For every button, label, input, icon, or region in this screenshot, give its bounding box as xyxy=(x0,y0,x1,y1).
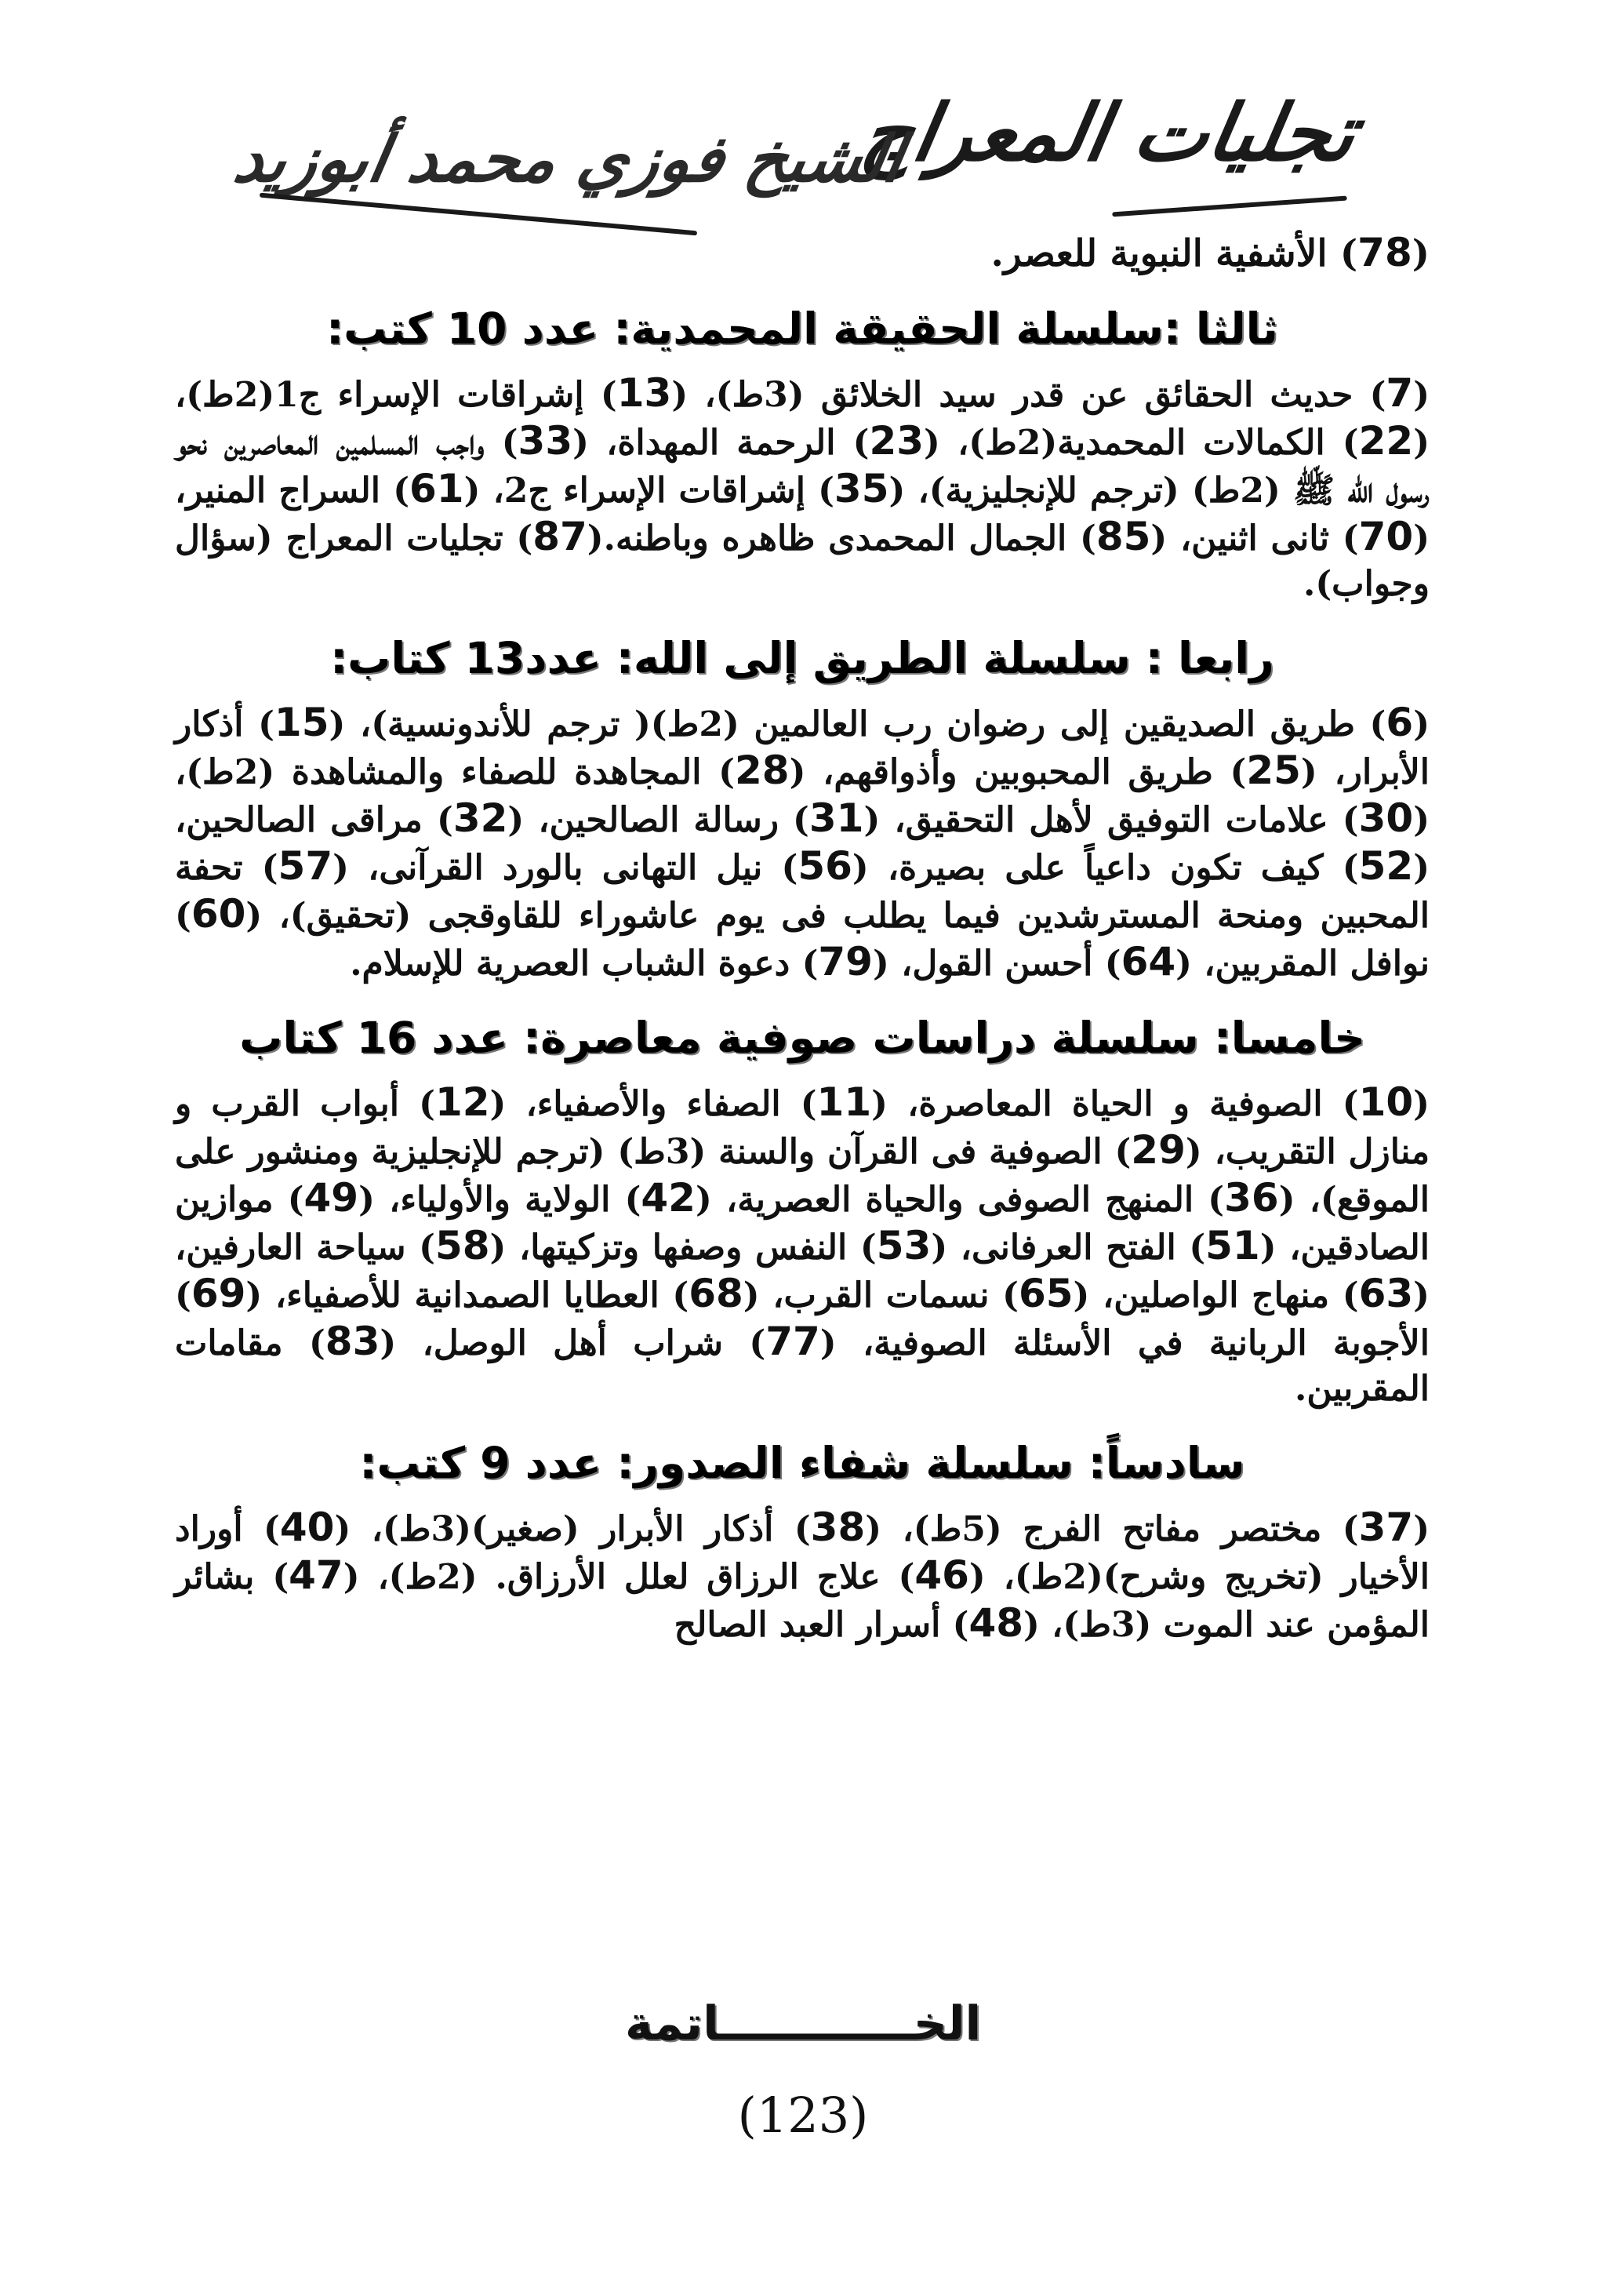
book-entry: (53) النفس وصفها وتزكيتها، xyxy=(506,1223,948,1268)
author-name-logo: الشيخ فوزي محمد أبوزيد xyxy=(228,122,909,197)
book-title: إشراقات الإسراء ج1(2ط)، xyxy=(175,375,584,415)
book-title: مقامات المقربين. xyxy=(175,1323,1430,1409)
book-entry: (64) أحسن القول، xyxy=(888,939,1192,984)
series-heading: رابعا : سلسلة الطريق إلى الله: عدد13 كتاب: xyxy=(330,633,1274,683)
book-title: الفتح العرفانى، xyxy=(947,1228,1176,1268)
series-heading: ثالثا :سلسلة الحقيقة المحمدية: عدد 10 كتب: xyxy=(326,304,1278,354)
book-number: 83 xyxy=(325,1319,380,1364)
book-title: تحفة المحبين ومنحة المسترشدين فيما يطلب فى يوم عاشوراء للقاوقجى (تحقيق)، xyxy=(175,848,1430,936)
book-number: 65 xyxy=(1018,1271,1074,1316)
book-title-logo: تجليات المعراج xyxy=(855,86,1364,179)
book-entry: (32) مراقى الصالحين، xyxy=(175,795,525,841)
book-entry: (57) تحفة المحبين ومنحة المسترشدين فيما يطلب فى يوم عاشوراء للقاوقجى (تحقيق)، xyxy=(175,843,1430,936)
book-number: 11 xyxy=(816,1079,872,1125)
book-title: نسمات القرب، xyxy=(759,1275,990,1315)
book-entry: (40) أوراد الأخيار (تخريج وشرح)(2ط)، xyxy=(175,1505,1430,1597)
book-entry: (61) السراج المنير، xyxy=(175,466,481,511)
book-entry: (10) الصوفية و الحياة المعاصرة، xyxy=(887,1079,1430,1125)
book-number: 68 xyxy=(689,1271,743,1316)
book-title: سياحة العارفين، xyxy=(175,1228,406,1268)
book-entry: (35) إشراقات الإسراء ج2، xyxy=(480,466,906,511)
book-title: واجب المسلمين المعاصرين نحو رسول الله ﷺ (2ط) (ترجم للإنجليزية)، xyxy=(175,423,1430,511)
book-entry: (77) شراب أهل الوصل، xyxy=(396,1319,837,1364)
book-number: 49 xyxy=(303,1175,359,1221)
book-number: 85 xyxy=(1095,514,1151,559)
book-number: 52 xyxy=(1358,843,1414,889)
book-title: علاج الرزاق لعلل الأرزاق. (2ط)، xyxy=(359,1557,881,1597)
book-entry: (38) أذكار الأبرار (صغير)(3ط)، xyxy=(351,1505,882,1550)
book-number: 7 xyxy=(1386,370,1414,416)
book-title: الكمالات المحمدية(2ط)، xyxy=(939,423,1325,463)
book-entry: (65) نسمات القرب، xyxy=(759,1271,1090,1316)
book-entry: (63) منهاج الواصلين، xyxy=(1089,1271,1430,1316)
book-number: 47 xyxy=(289,1552,343,1598)
book-entry: (13) إشراقات الإسراء ج1(2ط)، xyxy=(175,370,689,416)
book-title: طريق الصديقين إلى رضوان رب العالمين (2ط)( ترجم للأندونسية)، xyxy=(345,704,1355,744)
book-number: 53 xyxy=(876,1223,932,1268)
book-title: أحسن القول، xyxy=(888,944,1093,984)
book-entry: (33) واجب المسلمين المعاصرين نحو رسول الله ﷺ (2ط) (ترجم للإنجليزية)، xyxy=(175,418,1430,511)
book-number: 46 xyxy=(914,1552,969,1598)
book-number: 60 xyxy=(191,891,246,937)
book-number: 79 xyxy=(818,939,873,984)
book-title: الصوفية فى القرآن والسنة (3ط) (ترجم للإنجليزية ومنشور على الموقع)، xyxy=(175,1132,1430,1220)
book-number: 87 xyxy=(532,514,587,559)
book-entry: (51) الفتح العرفانى، xyxy=(947,1223,1277,1268)
lead-line: (78) الأشفية النبوية للعصر. xyxy=(990,230,1430,275)
book-number: 56 xyxy=(798,843,852,889)
book-number: 51 xyxy=(1205,1223,1260,1268)
book-entry: (22) الكمالات المحمدية(2ط)، xyxy=(939,418,1430,464)
book-entry: (83) مقامات المقربين. xyxy=(175,1319,1430,1409)
book-title: العطايا الصمدانية للأصفياء، xyxy=(262,1275,659,1315)
book-entry: (25) طريق المحبوبين وأذواقهم، xyxy=(805,748,1317,793)
book-number: 30 xyxy=(1358,795,1414,841)
book-title: دعوة الشباب العصرية للإسلام. xyxy=(350,944,790,984)
book-number: 23 xyxy=(869,418,925,464)
book-entry: (28) المجاهدة للصفاء والمشاهدة (2ط)، xyxy=(175,748,806,793)
book-title: مختصر مفاتح الفرج (5ط)، xyxy=(881,1509,1322,1549)
book-entry: (7) حديث الحقائق عن قدر سيد الخلائق (3ط)، xyxy=(688,370,1430,416)
book-number: 13 xyxy=(616,370,672,416)
book-number: 57 xyxy=(278,843,333,889)
book-title: السراج المنير، xyxy=(175,471,381,511)
book-entry: (46) علاج الرزاق لعلل الأرزاق. (2ط)، xyxy=(359,1552,986,1598)
series-book-list xyxy=(175,1505,1430,1648)
book-number: 33 xyxy=(518,418,573,464)
book-title: شراب أهل الوصل، xyxy=(396,1323,724,1363)
book-entry: (58) سياحة العارفين، xyxy=(175,1223,507,1268)
book-number: 40 xyxy=(279,1505,335,1550)
book-title: الولاية والأولياء، xyxy=(374,1180,611,1220)
book-number: 10 xyxy=(1358,1079,1414,1125)
book-series-list xyxy=(175,298,1430,1648)
book-entry: (52) كيف تكون داعياً على بصيرة، xyxy=(868,843,1430,889)
book-title: أذكار الأبرار، xyxy=(175,704,1430,792)
book-title: الجمال المحمدى ظاهره وباطنه. xyxy=(603,519,1067,559)
book-entry: (87) تجليات المعراج (سؤال وجواب). xyxy=(175,514,1430,604)
book-title: أوراد الأخيار (تخريج وشرح)(2ط)، xyxy=(175,1509,1430,1597)
book-number: 63 xyxy=(1358,1271,1414,1316)
book-entry: (47) بشائر المؤمن عند الموت (3ط)، xyxy=(175,1552,1430,1645)
book-number: 38 xyxy=(810,1505,866,1550)
book-entry: (6) طريق الصديقين إلى رضوان رب العالمين (2ط)( ترجم للأندونسية)، xyxy=(345,700,1430,745)
book-entry: (70) ثانى اثنين، xyxy=(1167,514,1430,559)
book-title: علامات التوفيق لأهل التحقيق، xyxy=(880,800,1328,840)
book-number: 15 xyxy=(274,700,329,745)
book-number: 32 xyxy=(452,795,508,841)
page-header xyxy=(228,86,1364,243)
book-title: طريق المحبوبين وأذواقهم، xyxy=(805,752,1213,792)
book-number: 70 xyxy=(1358,514,1414,559)
book-number: 12 xyxy=(434,1079,490,1125)
book-title: حديث الحقائق عن قدر سيد الخلائق (3ط)، xyxy=(688,375,1353,415)
book-title: المنهج الصوفى والحياة العصرية، xyxy=(711,1180,1194,1220)
book-title: بشائر المؤمن عند الموت (3ط)، xyxy=(175,1557,1430,1645)
book-title: نوافل المقربين، xyxy=(1191,944,1430,984)
book-entry: (23) الرحمة المهداة، xyxy=(588,418,940,464)
book-title: الصفاء والأصفياء، xyxy=(506,1084,781,1124)
book-entry: (60) نوافل المقربين، xyxy=(175,891,1430,984)
book-number: 61 xyxy=(409,466,464,511)
book-entry: (42) الولاية والأولياء، xyxy=(374,1175,712,1221)
book-title: الأشفية النبوية للعصر. xyxy=(990,232,1328,275)
book-entry: (85) الجمال المحمدى ظاهره وباطنه. xyxy=(603,514,1168,559)
book-entry: (37) مختصر مفاتح الفرج (5ط)، xyxy=(881,1505,1430,1550)
book-number: 6 xyxy=(1386,700,1414,745)
book-title: نيل التهانى بالورد القرآنى، xyxy=(348,848,763,888)
book-number: 28 xyxy=(735,748,790,793)
book-title: أبواب القرب و منازل التقريب، xyxy=(175,1084,1430,1172)
book-number: 42 xyxy=(641,1175,696,1221)
book-entry: (30) علامات التوفيق لأهل التحقيق، xyxy=(880,795,1430,841)
book-number: 78 xyxy=(1357,230,1412,275)
page-body xyxy=(175,229,1430,1668)
series-book-list xyxy=(175,700,1430,987)
book-number: 64 xyxy=(1121,939,1176,984)
book-number: 69 xyxy=(191,1271,246,1316)
book-title: أسرار العبد الصالح xyxy=(674,1605,941,1645)
book-title-swash xyxy=(1112,196,1347,217)
book-title: الأجوبة الربانية في الأسئلة الصوفية، xyxy=(836,1323,1430,1363)
book-title: المجاهدة للصفاء والمشاهدة (2ط)، xyxy=(175,752,702,792)
closing-heading: الخــــــــــــاتمة xyxy=(624,1996,982,2051)
page-number: (123) xyxy=(737,2087,869,2144)
book-number: 58 xyxy=(434,1223,490,1268)
series-heading: سادساً: سلسلة شفاء الصدور: عدد 9 كتب: xyxy=(359,1438,1245,1488)
book-number: 29 xyxy=(1131,1127,1186,1173)
book-number: 37 xyxy=(1358,1505,1414,1550)
book-entry: (12) أبواب القرب و منازل التقريب، xyxy=(175,1079,1430,1172)
book-entry: (31) رسالة الصالحين، xyxy=(524,795,881,841)
book-title: أذكار الأبرار (صغير)(3ط)، xyxy=(351,1509,774,1549)
book-title: الصوفية و الحياة المعاصرة، xyxy=(887,1084,1323,1124)
book-number: 35 xyxy=(834,466,889,511)
book-entry: (48) أسرار العبد الصالح xyxy=(674,1600,1040,1646)
book-title: منهاج الواصلين، xyxy=(1089,1275,1330,1315)
book-number: 31 xyxy=(808,795,864,841)
book-title: رسالة الصالحين، xyxy=(524,800,779,840)
series-book-list xyxy=(175,370,1430,607)
book-title: تجليات المعراج (سؤال وجواب). xyxy=(175,519,1430,604)
series-heading: خامسا: سلسلة دراسات صوفية معاصرة: عدد 16 كتاب xyxy=(239,1013,1365,1063)
book-entry: (36) المنهج الصوفى والحياة العصرية، xyxy=(711,1175,1295,1221)
book-entry: (69) الأجوبة الربانية في الأسئلة الصوفية، xyxy=(175,1271,1430,1363)
book-entry: (15) أذكار الأبرار، xyxy=(175,700,1430,792)
book-number: 36 xyxy=(1224,1175,1279,1221)
book-title: موازين الصادقين، xyxy=(175,1180,1430,1268)
book-title: إشراقات الإسراء ج2، xyxy=(480,471,805,511)
book-entry: (68) العطايا الصمدانية للأصفياء، xyxy=(262,1271,760,1316)
book-title: مراقى الصالحين، xyxy=(175,800,423,840)
series-book-list xyxy=(175,1079,1430,1412)
book-number: 48 xyxy=(968,1600,1024,1646)
book-title: كيف تكون داعياً على بصيرة، xyxy=(868,848,1324,888)
book-entry: (56) نيل التهانى بالورد القرآنى، xyxy=(348,843,869,889)
book-entry: (79) دعوة الشباب العصرية للإسلام. xyxy=(350,939,889,984)
book-number: 77 xyxy=(765,1319,820,1364)
book-entry: (49) موازين الصادقين، xyxy=(175,1175,1430,1268)
book-entry: (11) الصفاء والأصفياء، xyxy=(506,1079,888,1125)
book-entry: (29) الصوفية فى القرآن والسنة (3ط) (ترجم للإنجليزية ومنشور على الموقع)، xyxy=(175,1127,1430,1220)
book-number: 25 xyxy=(1246,748,1301,793)
book-title: ثانى اثنين، xyxy=(1167,519,1330,559)
book-number: 22 xyxy=(1358,418,1414,464)
book-title: الرحمة المهداة، xyxy=(588,423,836,463)
book-title: النفس وصفها وتزكيتها، xyxy=(506,1228,848,1268)
